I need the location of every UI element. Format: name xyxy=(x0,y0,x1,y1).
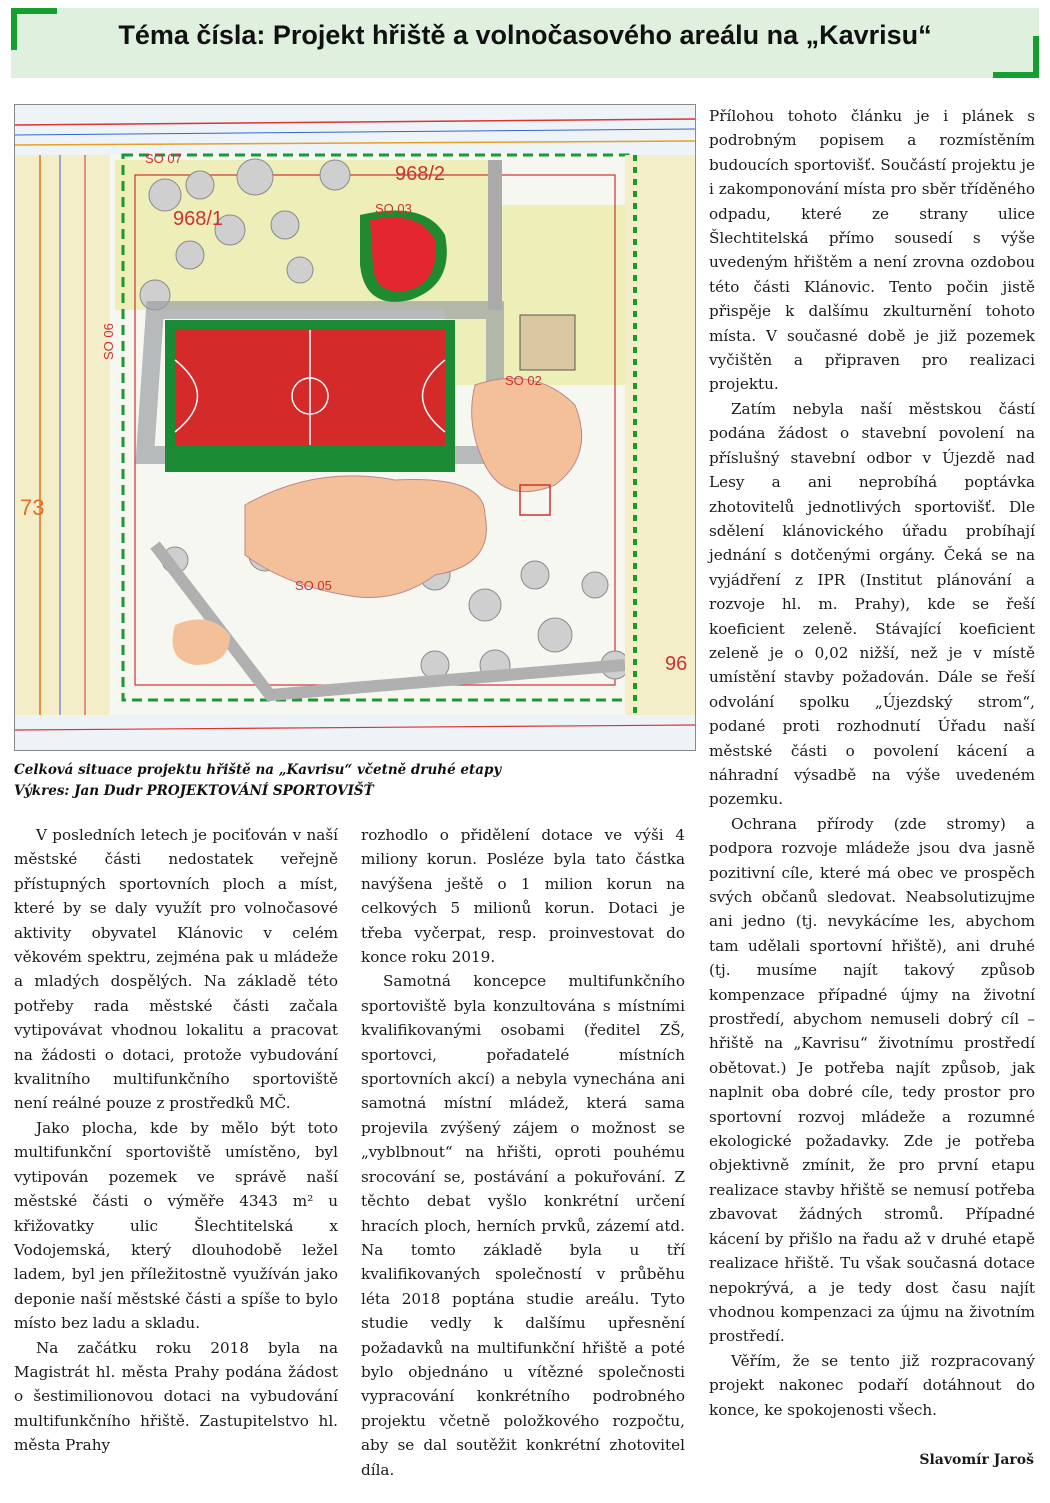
paragraph: Na začátku roku 2018 byla na Magistrát hl. města Prahy podána žádost o šestimilionovou dotaci na vybudování multifunkčního hřiště. Zastupitelstvo hl. města Prahy xyxy=(14,1338,338,1455)
label-so06: SO 06 xyxy=(101,323,116,360)
paragraph: Jako plocha, kde by mělo být toto multifunkční sportoviště umístěno, byl vytipován pozemek ve správě naší městské části o výměře 4343 m² u křižovatky ulic Šlechtitelská x Vodojemská, který dlouhodobě ležel ladem, byl jen příležitostně využíván jako deponie naší městské části a spíše to bylo místo bez ladu a skladu. xyxy=(14,1118,338,1333)
paragraph: Věřím, že se tento již rozpracovaný projekt nakonec podaří dotáhnout do konce, ke spokojenosti všech. xyxy=(709,1351,1035,1419)
page-title: Téma čísla: Projekt hřiště a volnočasového areálu na „Kavrisu“ xyxy=(118,20,932,50)
article-column-3 xyxy=(709,104,1035,1422)
label-parcel-1: 968/1 xyxy=(173,208,224,230)
label-right-number: 96 xyxy=(665,653,688,675)
label-so07: SO 07 xyxy=(145,151,182,166)
site-plan-drawing xyxy=(14,104,696,751)
caption-line-2: Výkres: Jan Dudr PROJEKTOVÁNÍ SPORTOVIŠŤ xyxy=(14,783,374,799)
paragraph: V posledních letech je pociťován v naší městské části nedostatek veřejně přístupných sportovních ploch a míst, které by se daly využít pro volnočasové aktivity obyvatel Klánovic v celém věkovém spektru, zejména pak u mládeže a mladých dospělých. Na základě této potřeby rada městské části začala vytipovávat vhodnou lokalitu a pracovat na žádosti o dotaci, protože vybudování kvalitního multifunkčního sportoviště není reálné pouze z prostředků MČ. xyxy=(14,826,338,1113)
plan-caption xyxy=(14,760,694,802)
paragraph: Samotná koncepce multifunkčního sportoviště byla konzultována s místními kvalifikovanými osobami (ředitel ZŠ, sportovci, pořadatelé místních sportovních akcí) a nebyla vynechána ani samotná místní mládež, která sama projevila zvýšený zájem o možnost se „vyblbnout“ na hřišti, oproti pouhému srocování se, postávání a pokuřování. Z těchto debat vyšlo konkrétní určení hracích ploch, herních prvků, zázemí atd. Na tomto základě byla u tří kvalifikovaných společností v průběhu léta 2018 poptána studie areálu. Tyto studie vedly k dalšímu upřesnění požadavků na multifunkční hřiště a poté bylo objednáno u vítězné společnosti vypracování konkrétního podrobného projektu včetně položkového rozpočtu, aby se dal soutěžit konkrétní zhotovitel díla. xyxy=(361,972,685,1479)
paragraph: rozhodlo o přidělení dotace ve výši 4 miliony korun. Posléze byla tato částka navýšena ještě o 1 milion korun na celkových 5 milionů korun. Dotaci je třeba vyčerpat, resp. proinvestovat do konce roku 2019. xyxy=(361,826,685,967)
paragraph: Zatím nebyla naší městskou částí podána žádost o stavební povolení na příslušný stavební odbor v Újezdě nad Lesy a ani neprobíhá poptávka zhotovitelů jednotlivých sportovišť. Dle sdělení klánovického úřadu probíhají jednání s dotčenými orgány. Čeká se na vyjádření z IPR (Institut plánování a rozvoje hl. m. Prahy), kde se řeší koeficient zeleně. Stávající koeficient zeleně je o 0,02 nižší, než je v místě umístění stavby požadován. Dále se řeší odvolání spolku „Újezdský strom“, podané proti rozhodnutí Úřadu naší městské části o povolení kácení a náhradní výsadbě na výše uvedeném pozemku. xyxy=(709,399,1035,809)
author-signature: Slavomír Jaroš xyxy=(919,1452,1034,1468)
label-so03: SO 03 xyxy=(375,201,412,216)
article-column-1 xyxy=(14,823,338,1458)
label-parcel-2: 968/2 xyxy=(395,163,446,185)
label-side-number: 73 xyxy=(20,495,45,520)
caption-line-1: Celková situace projektu hřiště na „Kavrisu“ včetně druhé etapy xyxy=(14,762,502,778)
label-so05: SO 05 xyxy=(295,578,332,593)
site-plan-svg xyxy=(15,105,695,750)
article-column-2 xyxy=(361,823,685,1482)
label-so02: SO 02 xyxy=(505,373,542,388)
paragraph: Přílohou tohoto článku je i plánek s podrobným popisem a rozmístěním budoucích sportovišť. Součástí projektu je i zakomponování místa pro sběr tříděného odpadu, které ze strany ulice Šlechtitelská přímo sousedí s výše uvedeným hřištěm a není zrovna ozdobou této části Klánovic. Tento počin jistě přispěje k dalšímu zkulturnění tohoto místa. V současné době je již pozemek vyčištěn a připraven pro realizaci projektu. xyxy=(709,107,1035,394)
paragraph: Ochrana přírody (zde stromy) a podpora rozvoje mládeže jsou dva jasně pozitivní cíle, které má obec ve prospěch svých občanů sledovat. Neabsolutizujme ani jedno (tj. nevykácíme les, abychom tam udělali sportovní hřiště), ani druhé (tj. musíme najít takový způsob kompenzace případné újmy na životní prostředí, abychom nemuseli dobrý cíl – hřiště na „Kavrisu“ životnímu prostředí obětovat.) Je potřeba najít způsob, jak naplnit oba dobré cíle, tedy prostor pro sportovní rozvoj mládeže a rozumné ekologické požadavky. Zde je potřeba objektivně zmínit, že pro první etapu realizace stavby hřiště se nemusí potřeba zbavovat žádných stromů. Případné kácení by přišlo na řadu až v druhé etapě realizace hřiště. Tu však současná dotace nepokrývá, a je tedy dost času najít vhodnou kompenzaci za újmu na životním prostředí. xyxy=(709,814,1035,1346)
